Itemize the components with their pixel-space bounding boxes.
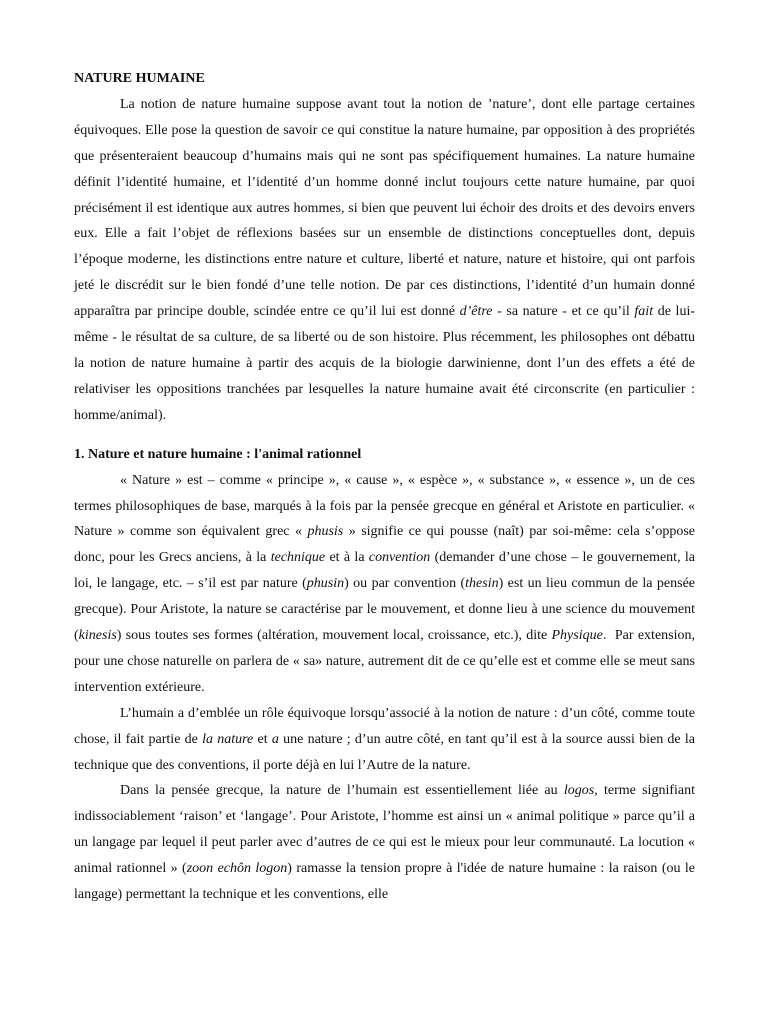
intro-paragraph: La notion de nature humaine suppose avant tout la notion de ’nature’, dont elle partage certaines équivoques. Elle pose la question de savoir ce qui constitue la nature humaine, par opposition à des propriétés que présenteraient beaucoup d’humains mais qui ne sont pas spécifiquement humaines. La nature humaine définit l’identité humaine, et l’identité d’un homme donné inclut toujours cette nature humaine, par quoi précisément il est identique aux autres hommes, si bien que peuvent lui échoir des droits et des devoirs envers eux. Elle a fait l’objet de réflexions basées sur un ensemble de distinctions conceptuelles dont, depuis l’époque moderne, les distinctions entre nature et culture, liberté et nature, nature et histoire, qui ont parfois jeté le discrédit sur le bien fondé d’une telle notion. De par ces distinctions, l’identité d’un humain donné apparaîtra par principe double, scindée entre ce qu’il lui est donné d’être - sa nature - et ce qu’il fait de lui-même - le résultat de sa culture, de sa liberté ou de son histoire. Plus récemment, les philosophes ont débattu la notion de nature humaine à partir des acquis de la biologie darwinienne, dont l’un des effets a été de relativiser les oppositions tranchées par lesquelles la nature humaine avait été circonscrite (en particulier : homme/animal). bbox=[74, 96, 695, 423]
document-title: NATURE HUMAINE bbox=[74, 71, 205, 86]
section-paragraph: Dans la pensée grecque, la nature de l’humain est essentiellement liée au logos, terme signifiant indissociablement ‘raison’ et ‘langage’. Pour Aristote, l’homme est ainsi un « animal politique » parce qu’il a un langage par lequel il peut parler avec d’autres de ce qui est le mieux pour leur communauté. La locution « animal rationnel » (zoon echôn logon) ramasse la tension propre à l'idée de nature humaine : la raison (ou le langage) permettant la technique et les conventions, elle bbox=[74, 783, 695, 903]
section-paragraph: « Nature » est – comme « principe », « cause », « espèce », « substance », « essence », un de ces termes philosophiques de base, marqués à la fois par la pensée grecque en général et Aristote en particulier. « Nature » comme son équivalent grec « phusis » signifie ce qui pousse (naît) par soi-même: cela s’oppose donc, pour les Grecs anciens, à la technique et à la convention (demander d’une chose – le gouvernement, la loi, le langage, etc. – s’il est par nature (phusin) ou par convention (thesin) est un lieu commun de la pensée grecque). Pour Aristote, la nature se caractérise par le mouvement, et donne lieu à une science du mouvement (kinesis) sous toutes ses formes (altération, mouvement local, croissance, etc.), dite Physique. Par extension, pour une chose naturelle on parlera de « sa» nature, autrement dit de ce qu’elle est et comme elle se meut sans intervention extérieure. bbox=[74, 472, 696, 695]
section-heading: 1. Nature et nature humaine : l'animal rationnel bbox=[74, 446, 362, 462]
section-paragraph: L’humain a d’emblée un rôle équivoque lorsqu’associé à la notion de nature : d’un côté, comme toute chose, il fait partie de la nature et a une nature ; d’un autre côté, en tant qu’il est à la source aussi bien de la technique que des conventions, il porte déjà en lui l’Autre de la nature. bbox=[74, 705, 695, 773]
